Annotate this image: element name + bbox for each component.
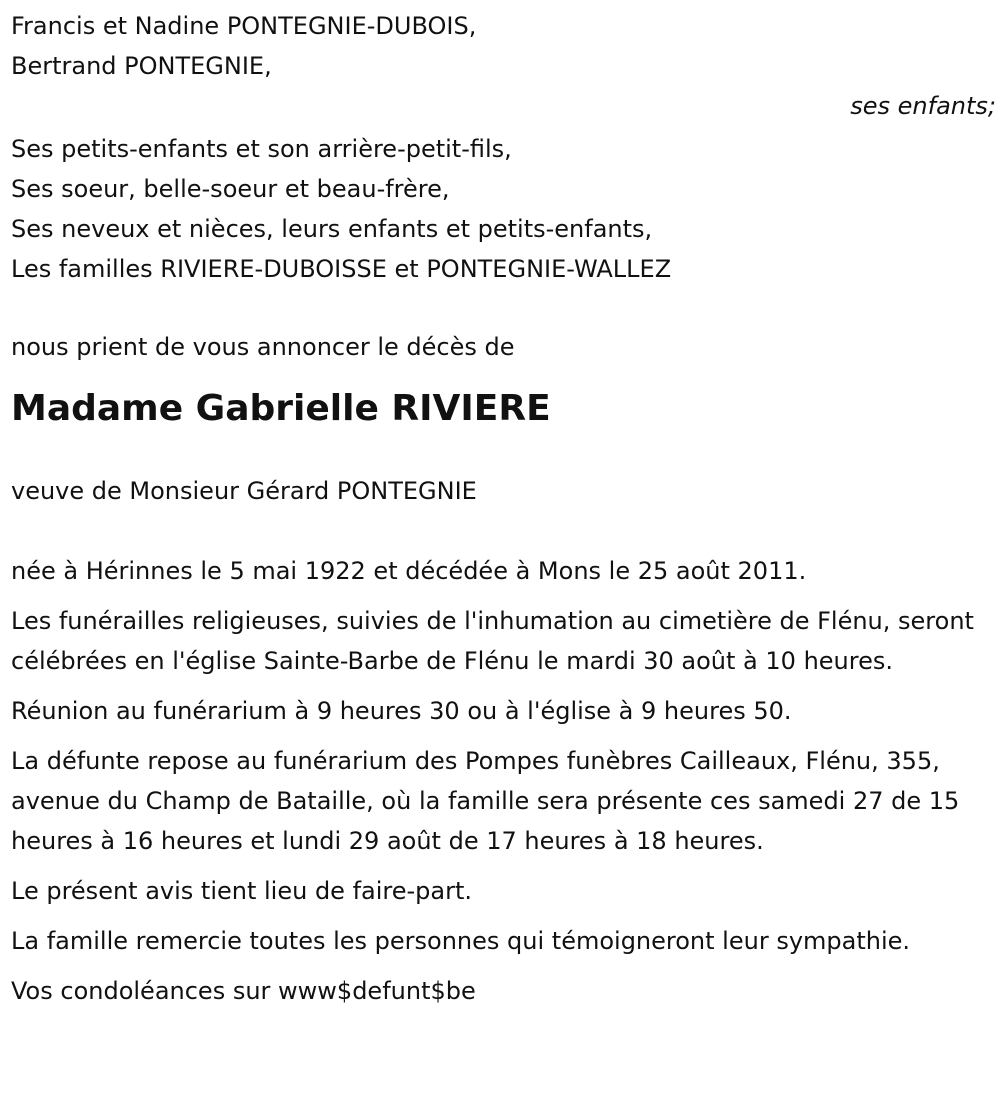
announcement-text: nous prient de vous annoncer le décès de [11, 333, 515, 361]
children-line-1: Francis et Nadine PONTEGNIE-DUBOIS, [11, 12, 477, 40]
spacer [11, 511, 993, 551]
deceased-name: Madame Gabrielle RIVIERE [11, 388, 551, 429]
funeral-paragraph: Les funérailles religieuses, suivies de l'inhumation au cimetière de Flénu, seront célébrées en l'église Sainte-Barbe de Flénu le mardi 30 août à 10 heures. [11, 607, 974, 675]
thanks-paragraph: La famille remercie toutes les personnes qui témoigneront leur sympathie. [11, 927, 911, 955]
relatives-line-2: Ses soeur, belle-soeur et beau-frère, [11, 175, 450, 203]
notice-paragraph: Le présent avis tient lieu de faire-part. [11, 877, 473, 905]
relatives-line-1: Ses petits-enfants et son arrière-petit-fils, [11, 135, 512, 163]
widow-of-text: veuve de Monsieur Gérard PONTEGNIE [11, 477, 477, 505]
birth-death-text: née à Hérinnes le 5 mai 1922 et décédée à Mons le 25 août 2011. [11, 557, 807, 585]
death-notice [11, 6, 996, 1021]
condolences-text: Vos condoléances sur www$defunt$be [11, 977, 476, 1005]
meeting-paragraph: Réunion au funérarium à 9 heures 30 ou à l'église à 9 heures 50. [11, 697, 792, 725]
children-line-2: Bertrand PONTEGNIE, [11, 52, 272, 80]
visitation-paragraph: La défunte repose au funérarium des Pompes funèbres Cailleaux, Flénu, 355, avenue du Champ de Bataille, où la famille sera présente ces samedi 27 de 15 heures à 16 heures et lundi 29 août de 17 heures à 18 heures. [11, 747, 960, 855]
relatives-line-4: Les familles RIVIERE-DUBOISSE et PONTEGNIE-WALLEZ [11, 255, 672, 283]
spacer [11, 289, 993, 327]
children-role: ses enfants; [850, 92, 996, 120]
relatives-line-3: Ses neveux et nièces, leurs enfants et petits-enfants, [11, 215, 653, 243]
spacer [11, 429, 993, 471]
